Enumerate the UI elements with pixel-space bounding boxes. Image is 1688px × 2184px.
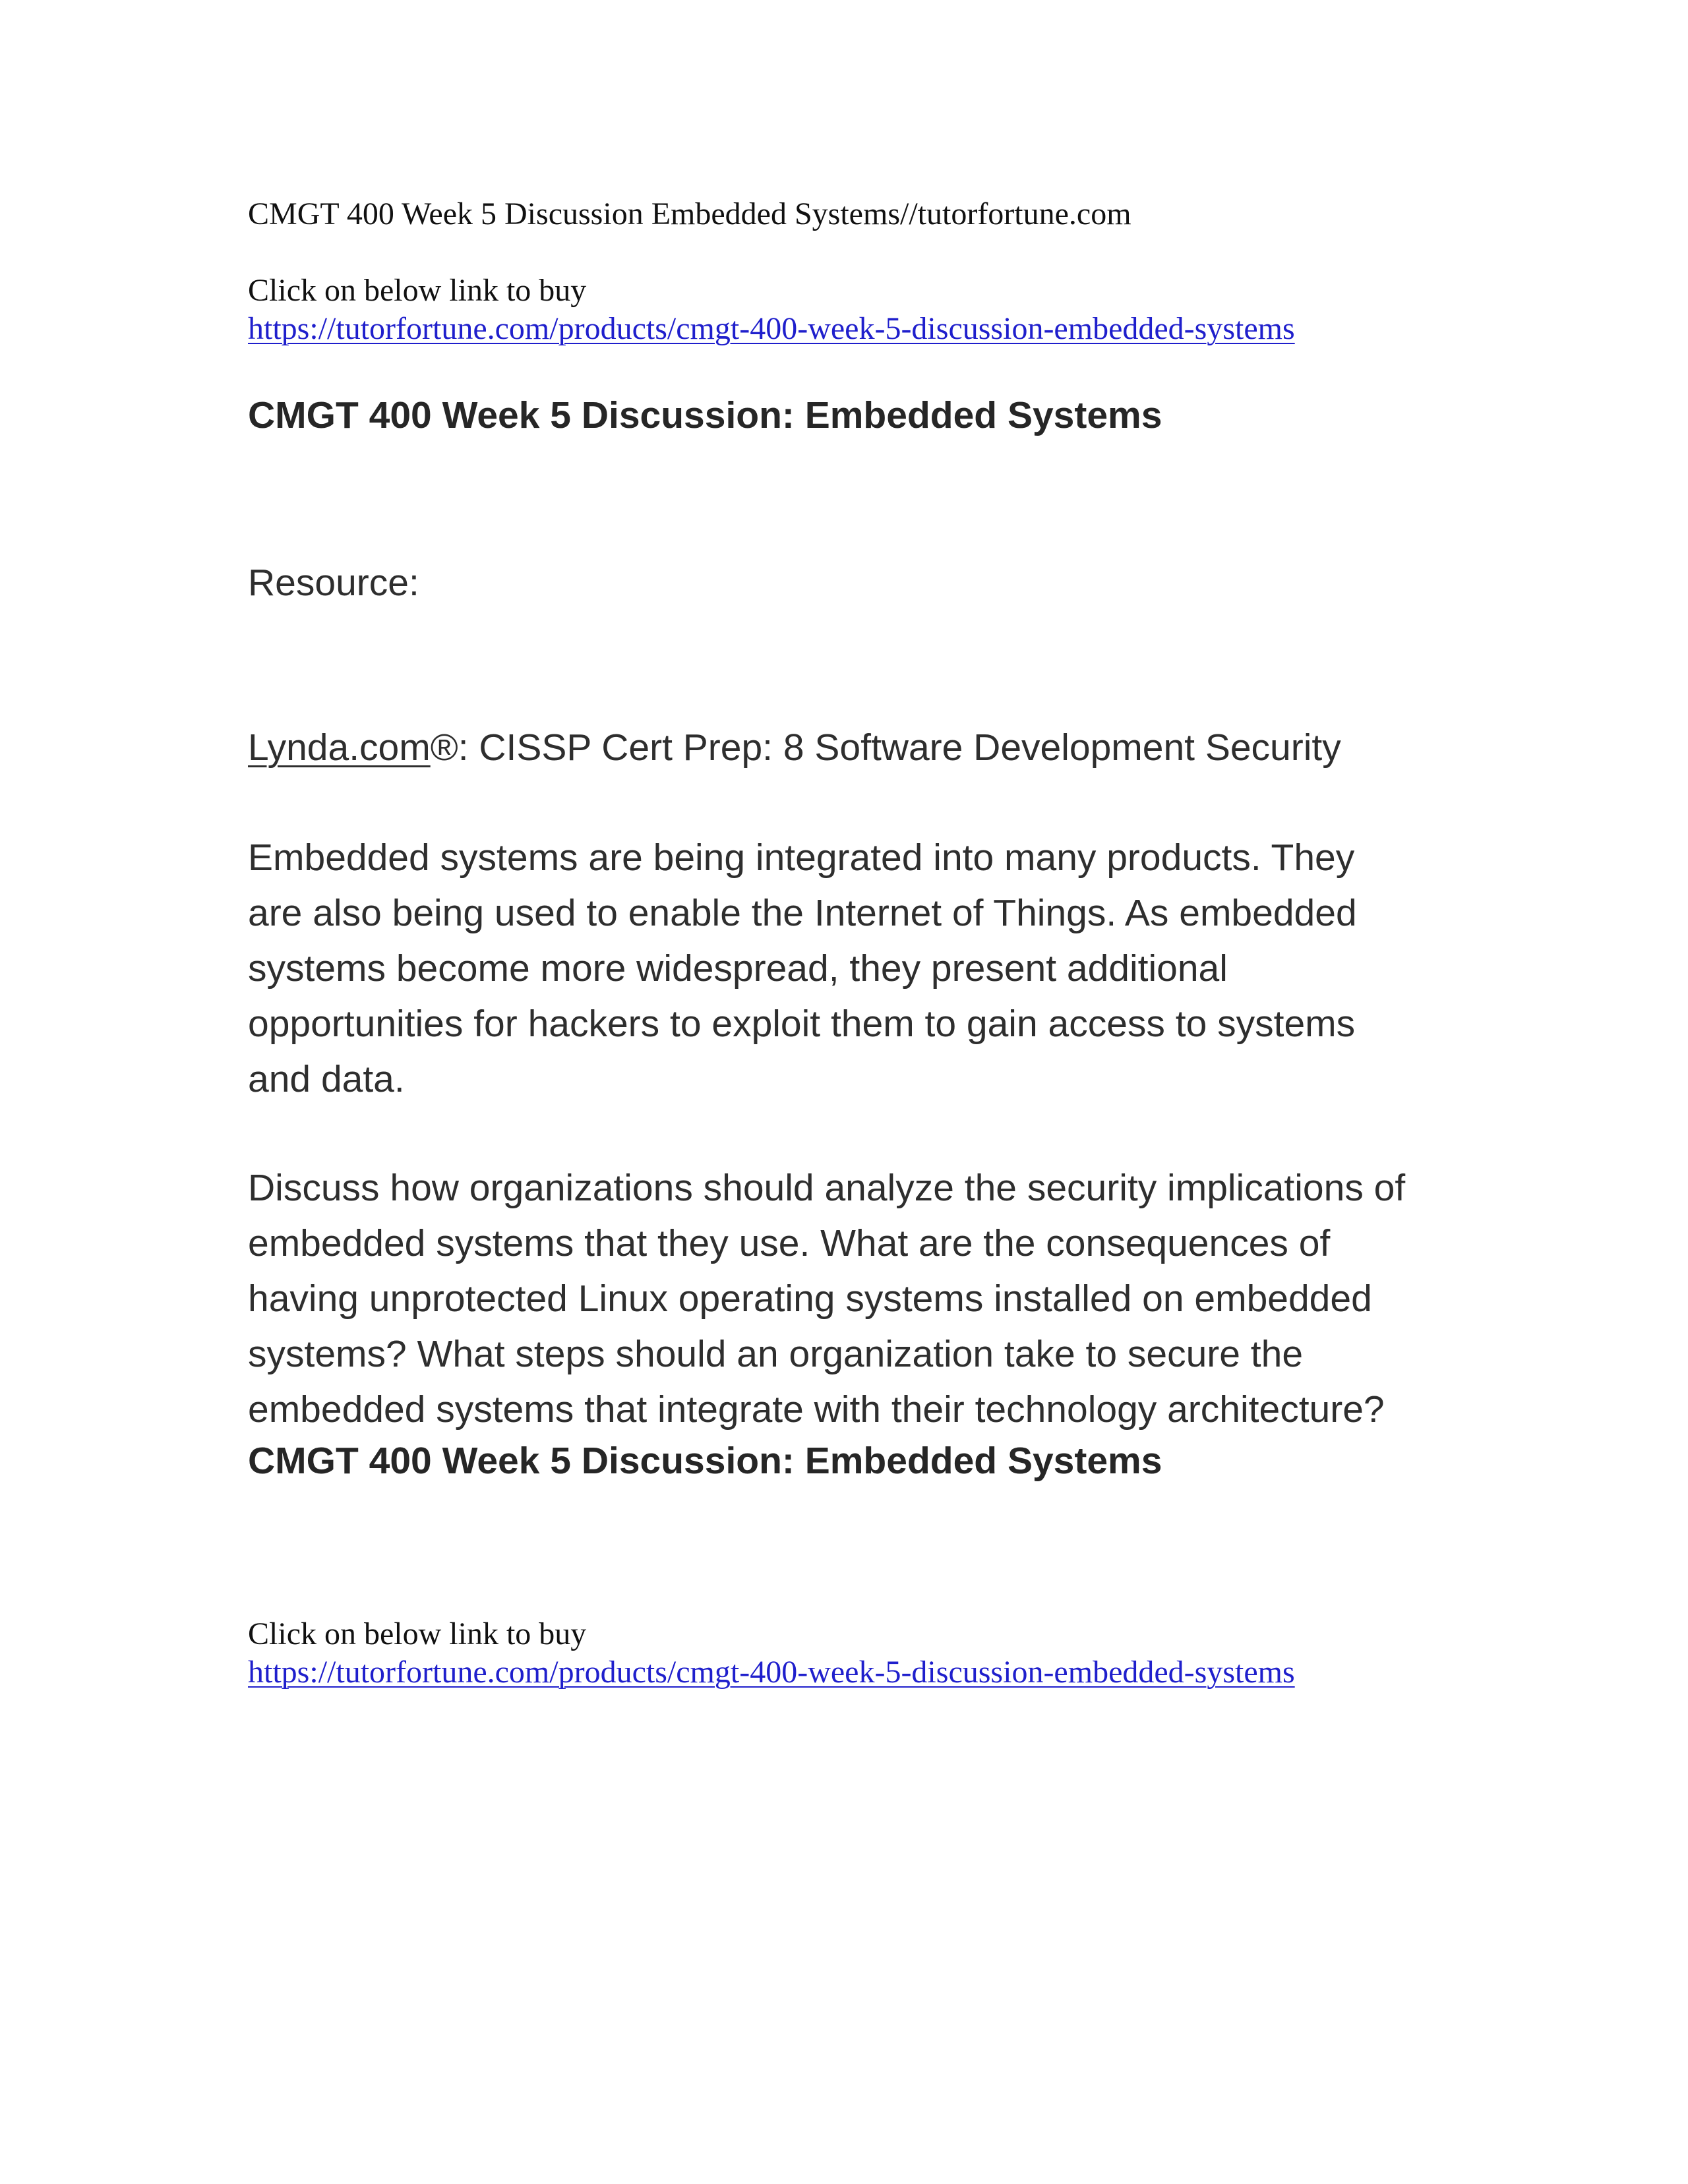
paragraph-line: are also being used to enable the Internet of Things. As embedded [248, 892, 1357, 934]
paragraph-line: Discuss how organizations should analyze the security implications of [248, 1167, 1406, 1209]
document-header-title: CMGT 400 Week 5 Discussion Embedded Systems//tutorfortune.com [248, 196, 1131, 231]
resource-label: Resource: [248, 562, 419, 604]
resource-title: ®: CISSP Cert Prep: 8 Software Development Security [430, 726, 1341, 769]
paragraph-line: having unprotected Linux operating systems installed on embedded [248, 1278, 1372, 1320]
closing-heading: CMGT 400 Week 5 Discussion: Embedded Systems [248, 1440, 1162, 1482]
paragraph-line: embedded systems that they use. What are the consequences of [248, 1222, 1331, 1264]
paragraph-intro [248, 830, 1357, 1107]
lynda-link[interactable]: Lynda.com [248, 726, 431, 769]
paragraph-line: embedded systems that integrate with their technology architecture? [248, 1388, 1385, 1431]
paragraph-line: Embedded systems are being integrated into many products. They [248, 837, 1355, 879]
paragraph-line: systems? What steps should an organization take to secure the [248, 1333, 1304, 1375]
paragraph-discussion [248, 1160, 1405, 1437]
resource-line [248, 720, 1341, 775]
buy-prompt: Click on below link to buy [248, 273, 587, 308]
buy-link[interactable]: https://tutorfortune.com/products/cmgt-400-week-5-discussion-embedded-systems [248, 311, 1295, 346]
paragraph-line: and data. [248, 1058, 405, 1100]
paragraph-line: systems become more widespread, they present additional [248, 947, 1228, 989]
page-heading: CMGT 400 Week 5 Discussion: Embedded Systems [248, 394, 1162, 436]
footer-buy-link[interactable]: https://tutorfortune.com/products/cmgt-400-week-5-discussion-embedded-systems [248, 1655, 1295, 1690]
paragraph-line: opportunities for hackers to exploit them to gain access to systems [248, 1003, 1356, 1045]
footer-buy-prompt: Click on below link to buy [248, 1616, 587, 1651]
